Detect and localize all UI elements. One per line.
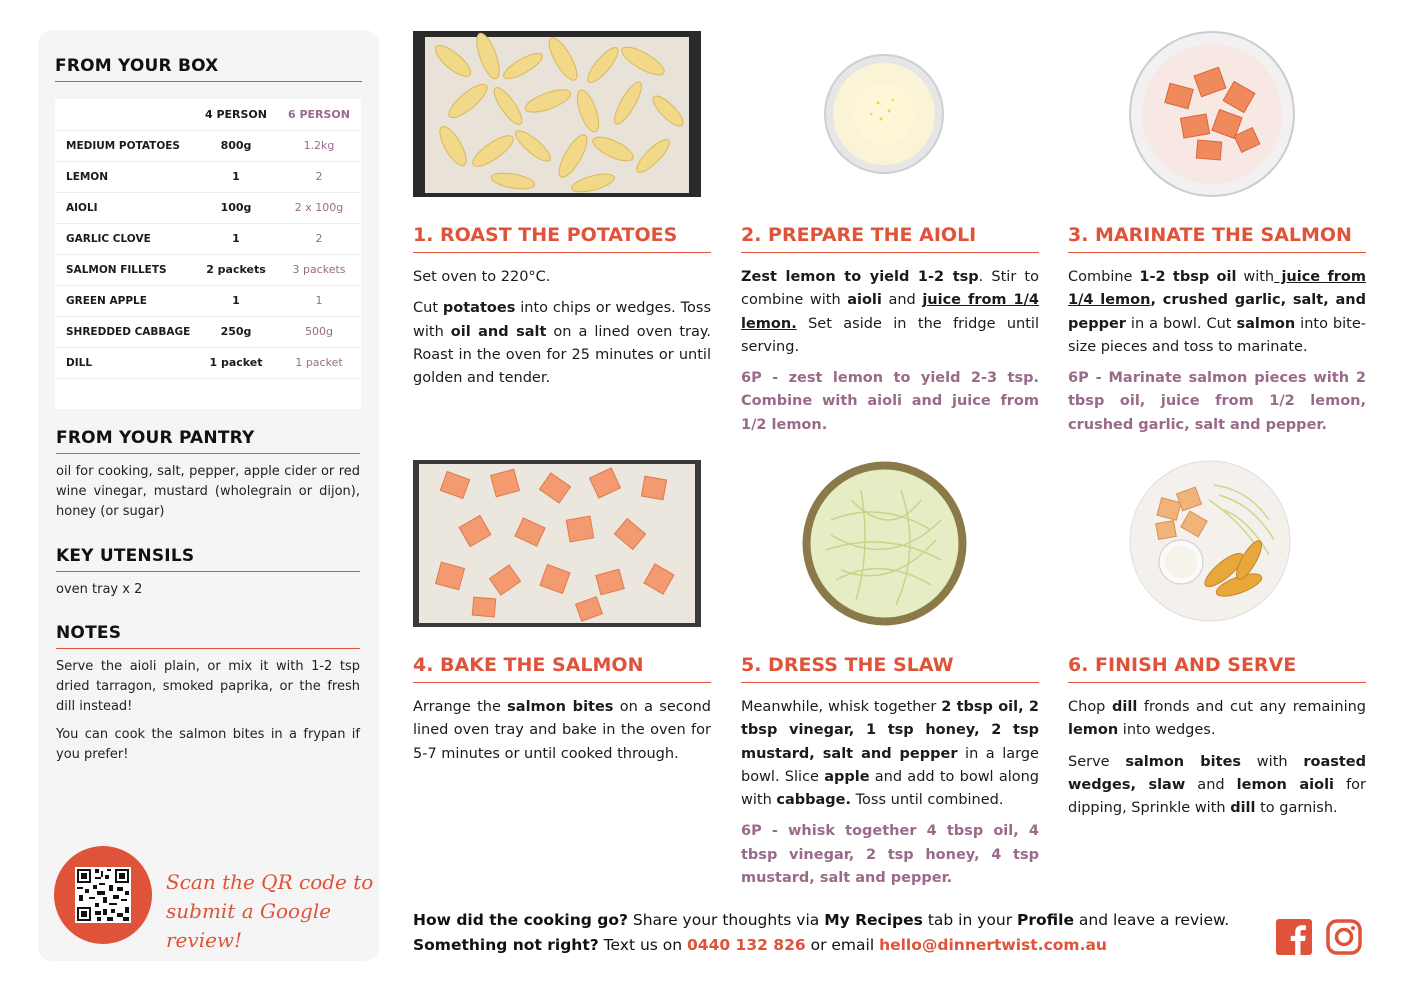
step-3-para-1	[1068, 266, 1366, 359]
footer-line-1	[413, 908, 1273, 933]
ingredient-6p: 500g	[277, 316, 361, 347]
facebook-icon[interactable]	[1276, 919, 1312, 955]
step-5-photo	[801, 460, 968, 627]
ingredient-4p: 1	[195, 161, 277, 192]
step-5-body	[741, 696, 1039, 898]
instagram-icon[interactable]	[1326, 919, 1362, 955]
text: or email	[805, 936, 880, 954]
bold-text: dill	[1112, 699, 1138, 715]
underlined-text: juice from 1/4 lemon	[1068, 269, 1366, 309]
ingredient-6p: 1 packet	[277, 347, 361, 378]
table-row	[55, 192, 361, 223]
footer-question: Something not right?	[413, 936, 599, 954]
text: into bite-size pieces and toss to marinate.	[1068, 315, 1366, 355]
text: with	[1241, 753, 1304, 770]
footer	[413, 908, 1273, 958]
bold-text: , crushed garlic, salt, and pepper	[1068, 292, 1366, 332]
from-your-box-heading: FROM YOUR BOX	[55, 56, 362, 82]
table-row	[55, 285, 361, 316]
text: into wedges.	[1118, 722, 1216, 739]
step-4-para-1	[413, 696, 711, 766]
bold-text: 1-2 tbsp oil	[1139, 269, 1237, 285]
notes-heading: NOTES	[56, 623, 360, 649]
table-header	[55, 99, 195, 130]
text: Cut	[413, 300, 443, 317]
table-row	[55, 161, 361, 192]
text: in a large bowl. Slice	[741, 745, 1039, 785]
step-6-photo	[1129, 460, 1291, 622]
step-3-6p-note: 6P - Marinate salmon pieces with 2 tbsp oil, juice from 1/2 lemon, crushed garlic, salt and pepper.	[1068, 370, 1366, 433]
ingredient-4p: 100g	[195, 192, 277, 223]
ingredient-name: SALMON FILLETS	[55, 254, 195, 285]
text: Meanwhile, whisk together	[741, 699, 942, 715]
ingredient-4p: 1	[195, 223, 277, 254]
ingredient-6p: 2 x 100g	[277, 192, 361, 223]
qr-code[interactable]	[54, 846, 152, 944]
table-row	[55, 347, 361, 378]
step-5-6p-note: 6P - whisk together 4 tbsp oil, 4 tbsp vinegar, 2 tsp honey, 4 tsp mustard, salt and pepper.	[741, 823, 1039, 887]
bold-text: 2 tbsp oil, 2 tbsp vinegar, 1 tsp honey, 2 tsp mustard, salt and pepper	[741, 699, 1039, 762]
step-4-photo	[413, 460, 701, 627]
note-2: You can cook the salmon bites in a frypan if you prefer!	[56, 727, 360, 762]
table-row-empty	[55, 378, 361, 409]
bold-text: cabbage.	[776, 792, 852, 809]
text: Serve	[1068, 753, 1126, 770]
utensils-heading: KEY UTENSILS	[56, 546, 360, 572]
step-6-body	[1068, 696, 1366, 828]
pantry-heading: FROM YOUR PANTRY	[56, 428, 360, 454]
table-header-row	[55, 99, 361, 130]
table-row	[55, 254, 361, 285]
qr-caption	[166, 868, 379, 955]
text: in a bowl. Cut	[1125, 315, 1237, 332]
step-2-para-1	[741, 266, 1039, 359]
bold-text: lemon	[1068, 722, 1119, 739]
text: tab in your	[922, 911, 1018, 929]
qr-caption-line-2: submit a Google review!	[166, 899, 332, 952]
utensils-text: oven tray x 2	[56, 582, 143, 597]
text: and leave a review.	[1073, 911, 1230, 929]
table-header-6-person: 6 PERSON	[277, 99, 361, 130]
text: fronds and cut any remaining	[1137, 699, 1366, 715]
table-row	[55, 223, 361, 254]
text: Toss until combined.	[851, 792, 1004, 809]
ingredient-6p: 1	[277, 285, 361, 316]
footer-line-2	[413, 933, 1273, 958]
text: on a lined oven tray. Roast in the oven for 25 minutes or until golden and tender.	[413, 323, 711, 387]
text: to garnish.	[1255, 800, 1338, 817]
step-4-body	[413, 696, 711, 774]
profile-link[interactable]: Profile	[1017, 911, 1074, 929]
text: for dipping, Sprinkle with	[1068, 776, 1367, 817]
ingredient-name: SHREDDED CABBAGE	[55, 316, 195, 347]
step-3-photo	[1127, 31, 1297, 197]
bold-text: aioli	[847, 292, 882, 309]
step-2-title: 2. PREPARE THE AIOLI	[741, 224, 1039, 253]
underlined-text: juice from 1/4 lemon.	[741, 292, 1040, 332]
ingredient-name: AIOLI	[55, 192, 195, 223]
bold-text: Zest lemon to yield 1-2 tsp	[741, 269, 979, 285]
step-6-para-1	[1068, 696, 1366, 743]
text: Set aside in the fridge until serving.	[741, 315, 1039, 355]
text: and add to bowl along with	[741, 768, 1039, 809]
step-6-para-2	[1068, 751, 1366, 821]
text: Combine	[1068, 269, 1140, 285]
step-6-title: 6. FINISH AND SERVE	[1068, 654, 1366, 683]
pantry-section	[56, 428, 360, 522]
step-2-body	[741, 266, 1039, 445]
bold-text: salmon bites	[1125, 753, 1242, 770]
ingredient-4p: 250g	[195, 316, 277, 347]
text: into chips or wedges. Toss with	[413, 300, 712, 340]
utensils-section	[56, 546, 360, 600]
table-row	[55, 130, 361, 161]
bold-text: salmon	[1236, 315, 1296, 332]
step-1-body	[413, 266, 711, 398]
text: . Stir to combine with	[741, 269, 1039, 309]
step-5-title: 5. DRESS THE SLAW	[741, 654, 1039, 683]
ingredient-name: DILL	[55, 347, 195, 378]
bold-text: dill	[1230, 800, 1256, 817]
bold-text: potatoes	[442, 300, 516, 317]
sidebar	[38, 30, 379, 961]
text: Arrange the	[413, 699, 508, 715]
my-recipes-link[interactable]: My Recipes	[824, 911, 923, 929]
qr-caption-line-1: Scan the QR code to	[166, 870, 374, 894]
ingredient-6p: 2	[277, 223, 361, 254]
ingredient-4p: 2 packets	[195, 254, 277, 285]
pantry-text: oil for cooking, salt, pepper, apple cider or red wine vinegar, mustard (wholegrain or dijon), honey (or sugar)	[56, 464, 360, 519]
ingredient-6p: 2	[277, 161, 361, 192]
bold-text: salmon bites	[507, 699, 614, 715]
ingredient-name: LEMON	[55, 161, 195, 192]
ingredient-4p: 1 packet	[195, 347, 277, 378]
text: with	[1236, 269, 1275, 285]
step-1-para-1: Set oven to 220°C.	[413, 269, 551, 285]
step-5-para-1	[741, 696, 1039, 812]
ingredient-name: GREEN APPLE	[55, 285, 195, 316]
footer-question: How did the cooking go?	[413, 911, 628, 929]
ingredient-6p: 1.2kg	[277, 130, 361, 161]
step-2-6p-note: 6P - zest lemon to yield 2-3 tsp. Combine with aioli and juice from 1/2 lemon.	[741, 370, 1039, 433]
text: and	[1185, 776, 1237, 793]
step-1-title: 1. ROAST THE POTATOES	[413, 224, 711, 253]
note-1: Serve the aioli plain, or mix it with 1-2 tsp dried tarragon, smoked paprika, or the fresh dill instead!	[56, 659, 360, 714]
bold-text: roasted wedges, slaw	[1068, 753, 1367, 793]
qr-code-icon	[75, 867, 131, 923]
email-link[interactable]: hello@dinnertwist.com.au	[879, 936, 1107, 954]
ingredient-name: MEDIUM POTATOES	[55, 130, 195, 161]
step-2-photo	[823, 53, 945, 175]
step-1-para-2	[413, 297, 711, 390]
phone-link[interactable]: 0440 132 826	[687, 936, 806, 954]
table-header-4-person: 4 PERSON	[195, 99, 277, 130]
bold-text: apple	[824, 768, 870, 785]
text: and	[881, 292, 923, 309]
ingredient-6p: 3 packets	[277, 254, 361, 285]
step-1-photo	[413, 31, 701, 197]
step-4-title: 4. BAKE THE SALMON	[413, 654, 711, 683]
step-3-title: 3. MARINATE THE SALMON	[1068, 224, 1366, 253]
step-3-body	[1068, 266, 1366, 445]
ingredients-table	[55, 99, 361, 409]
ingredient-4p: 1	[195, 285, 277, 316]
text: Chop	[1068, 699, 1113, 715]
text: Text us on	[598, 936, 688, 954]
bold-text: oil and salt	[450, 323, 547, 340]
text: Share your thoughts via	[627, 911, 825, 929]
table-row	[55, 316, 361, 347]
bold-text: lemon aioli	[1236, 776, 1335, 793]
notes-section	[56, 623, 360, 765]
ingredient-name: GARLIC CLOVE	[55, 223, 195, 254]
text: on a second lined oven tray and bake in the oven for 5-7 minutes or until cooked through.	[413, 699, 711, 762]
ingredient-4p: 800g	[195, 130, 277, 161]
